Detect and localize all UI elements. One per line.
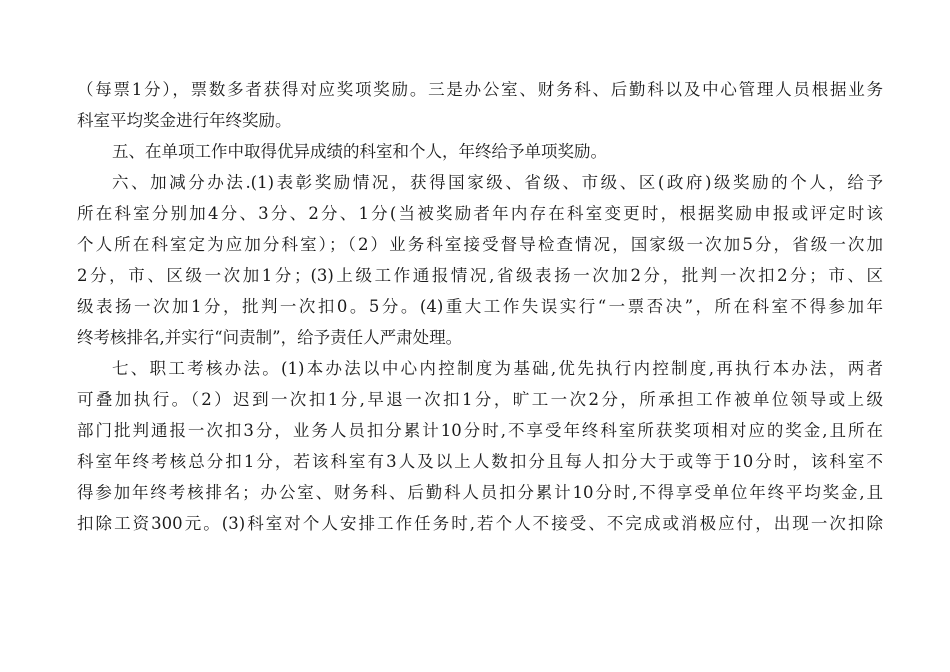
text-line-8: 级表扬一次加1分，批判一次扣0。5分。(4)重大工作失误实行“一票否决”，所在科室不得参加年 bbox=[77, 297, 883, 316]
text-line-2: 科室平均奖金进行年终奖励。 bbox=[77, 111, 292, 130]
text-line-4: 六、加减分办法.(1)表彰奖励情况，获得国家级、省级、市级、区(政府)级奖励的个人，给予 bbox=[112, 173, 883, 192]
text-line-11: 可叠加执行。（2）迟到一次扣1分,早退一次扣1分，旷工一次2分，所承担工作被单位领导或上级 bbox=[77, 390, 883, 409]
text-line-10: 七、职工考核办法。(1)本办法以中心内控制度为基础,优先执行内控制度,再执行本办法，两者 bbox=[112, 359, 883, 378]
text-line-3: 五、在单项工作中取得优异成绩的科室和个人，年终给予单项奖励。 bbox=[112, 142, 607, 161]
text-line-6: 个人所在科室定为应加分科室）；（2）业务科室接受督导检查情况，国家级一次加5分，省级一次加 bbox=[77, 235, 883, 254]
text-line-9: 终考核排名,并实行“问责制”，给予责任人严肃处理。 bbox=[77, 328, 463, 347]
text-line-1: （每票1分），票数多者获得对应奖项奖励。三是办公室、财务科、后勤科以及中心管理人员根据业务 bbox=[77, 80, 883, 99]
text-line-13: 科室年终考核总分扣1分，若该科室有3人及以上人数扣分且每人扣分大于或等于10分时，该科室不 bbox=[77, 452, 883, 471]
text-line-12: 部门批判通报一次扣3分，业务人员扣分累计10分时,不享受年终科室所获奖项相对应的奖金,且所在 bbox=[77, 421, 883, 440]
document-body bbox=[77, 74, 883, 539]
text-line-7: 2分，市、区级一次加1分；(3)上级工作通报情况,省级表扬一次加2分，批判一次扣2分；市、区 bbox=[77, 266, 883, 285]
text-line-5: 所在科室分别加4分、3分、2分、1分(当被奖励者年内存在科室变更时，根据奖励申报或评定时该 bbox=[77, 204, 883, 223]
text-line-14: 得参加年终考核排名；办公室、财务科、后勤科人员扣分累计10分时,不得享受单位年终平均奖金,且 bbox=[77, 483, 883, 502]
text-line-15: 扣除工资300元。(3)科室对个人安排工作任务时,若个人不接受、不完成或消极应付，出现一次扣除 bbox=[77, 514, 883, 533]
